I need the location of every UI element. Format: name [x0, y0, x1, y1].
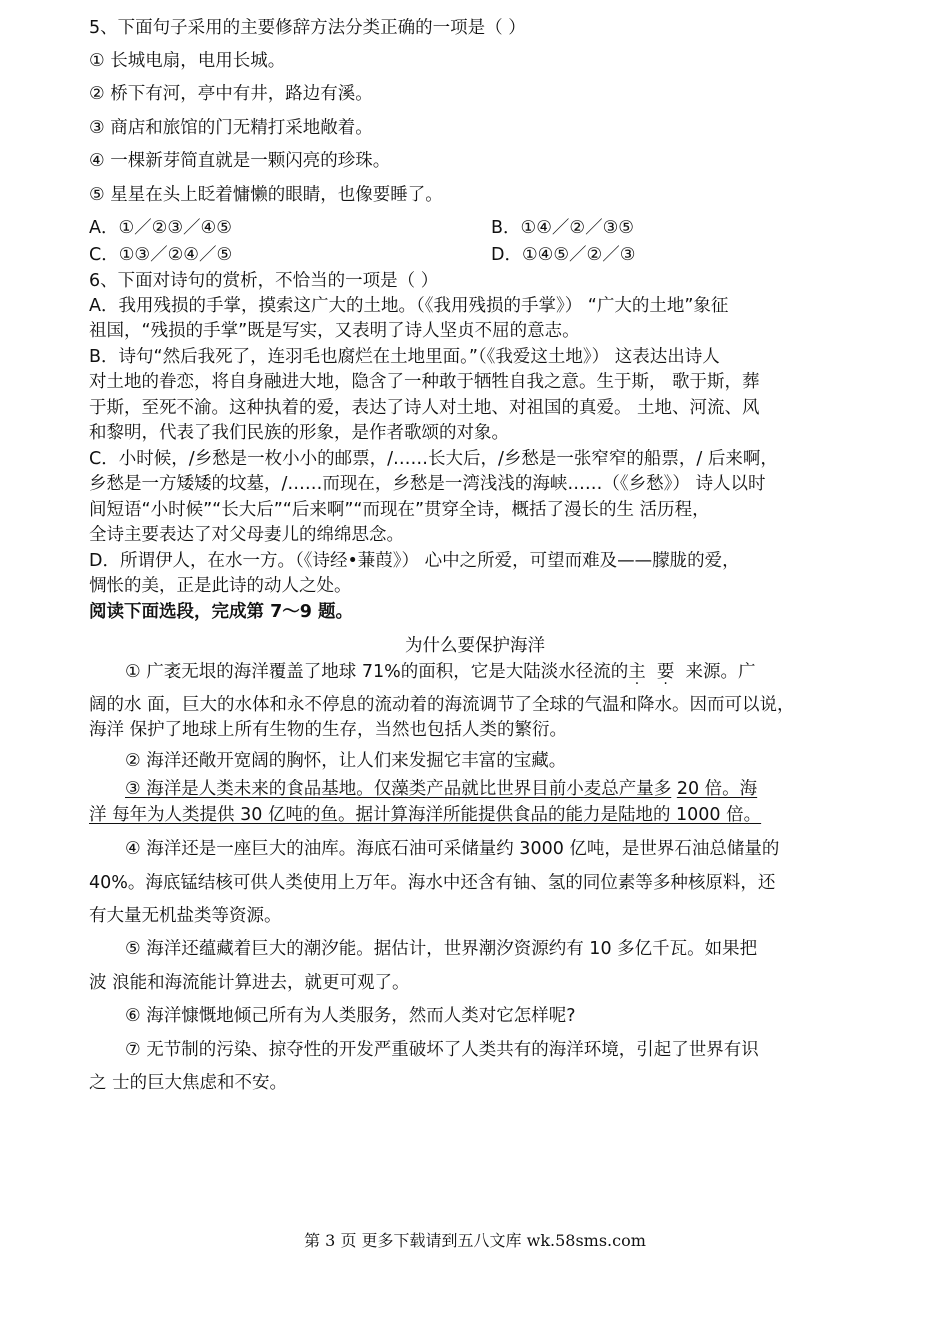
paragraph-1-text: 来源。广 [685, 662, 756, 682]
q5-item-5: ⑤ 星星在头上眨着慵懒的眼睛，也像要睡了。 [89, 185, 443, 205]
paragraph-3-line [125, 777, 757, 801]
q6-line: 间短语“小时候”“长大后”“后来啊”“而现在”贯穿全诗，概括了漫长的生 活历程， [89, 500, 710, 520]
q6-line: 全诗主要表达了对父母妻儿的绵绵思念。 [89, 525, 404, 545]
q5-option-a: A．①／②③／④⑤ [89, 218, 232, 238]
q6-line: A．我用残损的手掌，摸索这广大的土地。（《我用残损的手掌》） “广大的土地”象征 [89, 296, 729, 316]
emphasis-char: 要 [656, 662, 675, 682]
q6-line: C．小时候，/乡愁是一枚小小的邮票，/……长大后，/乡愁是一张窄窄的船票，/ 后来啊， [89, 449, 778, 469]
q5-option-d: D．①④⑤／②／③ [491, 245, 636, 265]
paragraph-1-line: 阔的水 面，巨大的水体和永不停息的流动着的海流调节了全球的气温和降水。因而可以说， [89, 695, 795, 715]
underlined-text: 20 倍。海 [676, 779, 758, 799]
q6-stem: 6、下面对诗句的赏析，不恰当的一项是（ ） [89, 271, 439, 291]
underlined-text: ③ 海洋是人类未来的食品基地。仅藻类产品就比世界目前小麦总产量多 [125, 779, 672, 799]
paragraph-1-line [125, 660, 756, 684]
q6-line: 乡愁是一方矮矮的坟墓，/……而现在，乡愁是一湾浅浅的海峡……（《乡愁》） 诗人以时 [89, 474, 766, 494]
q5-option-b: B．①④／②／③⑤ [491, 218, 634, 238]
q6-line: 惆怅的美，正是此诗的动人之处。 [89, 576, 352, 596]
paragraph-1-line: 海洋 保护了地球上所有生物的生存，当然也包括人类的繁衍。 [89, 720, 568, 740]
q6-line: 和黎明，代表了我们民族的形象，是作者歌颂的对象。 [89, 423, 509, 443]
q5-item-4: ④ 一棵新芽简直就是一颗闪亮的珍珠。 [89, 151, 391, 171]
page-footer: 第 3 页 更多下载请到五八文库 wk.58sms.com [304, 1231, 646, 1250]
paragraph-7-line: 之 士的巨大焦虑和不安。 [89, 1073, 288, 1093]
q5-item-1: ① 长城电扇，电用长城。 [89, 51, 286, 71]
paragraph-6: ⑥ 海洋慷慨地倾己所有为人类服务，然而人类对它怎样呢? [125, 1006, 576, 1026]
paragraph-7-line: ⑦ 无节制的污染、掠夺性的开发严重破坏了人类共有的海洋环境，引起了世界有识 [125, 1040, 759, 1060]
q5-stem: 5、下面句子采用的主要修辞方法分类正确的一项是（ ） [89, 18, 526, 38]
q6-line: B．诗句“然后我死了，连羽毛也腐烂在土地里面。”（《我爱这土地》） 这表达出诗人 [89, 347, 720, 367]
paragraph-4-line: 40%。海底锰结核可供人类使用上万年。海水中还含有铀、氢的同位素等多种核原料，还 [89, 873, 776, 893]
paragraph-5-line: 波 浪能和海流能计算进去，就更可观了。 [89, 973, 410, 993]
passage-title: 为什么要保护海洋 [405, 636, 545, 656]
paragraph-5-line: ⑤ 海洋还蕴藏着巨大的潮汐能。据估计，世界潮汐资源约有 10 多亿千瓦。如果把 [125, 939, 758, 959]
q6-line: 祖国，“残损的手掌”既是写实，又表明了诗人坚贞不屈的意志。 [89, 321, 580, 341]
paragraph-3-line: 洋 每年为人类提供 30 亿吨的鱼。据计算海洋所能提供食品的能力是陆地的 1000 倍。 [89, 805, 762, 825]
paragraph-1-text: ① 广袤无垠的海洋覆盖了地球 71%的面积，它是大陆淡水径流的 [125, 662, 629, 682]
reading-instruction: 阅读下面选段，完成第 7～9 题。 [89, 602, 354, 622]
emphasis-char: 主 [628, 662, 646, 682]
paragraph-4-line: ④ 海洋还是一座巨大的油库。海底石油可采储量约 3000 亿吨，是世界石油总储量的 [125, 839, 780, 859]
q6-line: 对土地的眷恋，将自身融进大地，隐含了一种敢于牺牲自我之意。生于斯， 歌于斯，葬 [89, 372, 760, 392]
q5-option-c: C．①③／②④／⑤ [89, 245, 233, 265]
q6-line: 于斯，至死不渝。这种执着的爱，表达了诗人对土地、对祖国的真爱。 土地、河流、风 [89, 398, 760, 418]
q6-line: D．所谓伊人，在水一方。（《诗经•蒹葭》） 心中之所爱，可望而难及——朦胧的爱， [89, 551, 740, 571]
paragraph-4-line: 有大量无机盐类等资源。 [89, 906, 282, 926]
paragraph-2: ② 海洋还敞开宽阔的胸怀，让人们来发掘它丰富的宝藏。 [125, 751, 567, 771]
q5-item-3: ③ 商店和旅馆的门无精打采地敞着。 [89, 118, 373, 138]
q5-item-2: ② 桥下有河，亭中有井，路边有溪。 [89, 84, 373, 104]
